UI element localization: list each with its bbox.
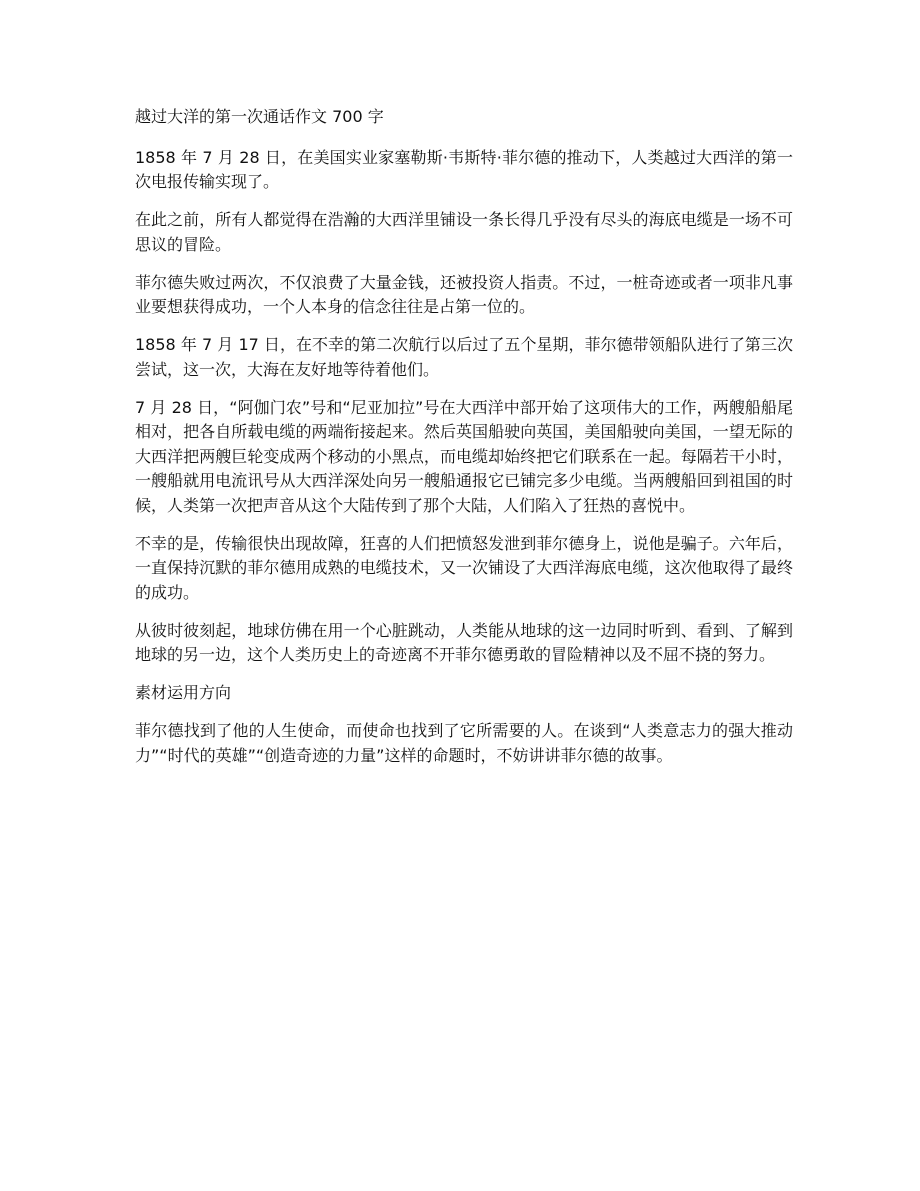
- paragraph: 菲尔德找到了他的人生使命，而使命也找到了它所需要的人。在谈到“人类意志力的强大推动力”“时代的英雄”“创造奇迹的力量”这样的命题时，不妨讲讲菲尔德的故事。: [135, 721, 793, 765]
- section-heading: 素材运用方向: [135, 683, 232, 702]
- paragraph: 1858 年 7 月 17 日，在不幸的第二次航行以后过了五个星期，菲尔德带领船队进行了第三次尝试，这一次，大海在友好地等待着他们。: [135, 335, 793, 379]
- document-body: [135, 105, 793, 782]
- paragraph: 1858 年 7 月 28 日，在美国实业家塞勒斯·韦斯特·菲尔德的推动下，人类越过大西洋的第一次电报传输实现了。: [135, 147, 793, 191]
- document-title: 越过大洋的第一次通话作文 700 字: [135, 107, 384, 126]
- paragraph: 在此之前，所有人都觉得在浩瀚的大西洋里铺设一条长得几乎没有尽头的海底电缆是一场不可思议的冒险。: [135, 210, 793, 254]
- paragraph: 菲尔德失败过两次，不仅浪费了大量金钱，还被投资人指责。不过，一桩奇迹或者一项非凡事业要想获得成功，一个人本身的信念往往是占第一位的。: [135, 272, 793, 316]
- paragraph: 不幸的是，传输很快出现故障，狂喜的人们把愤怒发泄到菲尔德身上，说他是骗子。六年后，一直保持沉默的菲尔德用成熟的电缆技术，又一次铺设了大西洋海底电缆，这次他取得了最终的成功。: [135, 533, 793, 602]
- paragraph: 从彼时彼刻起，地球仿佛在用一个心脏跳动，人类能从地球的这一边同时听到、看到、了解到地球的另一边，这个人类历史上的奇迹离不开菲尔德勇敢的冒险精神以及不屈不挠的努力。: [135, 620, 793, 664]
- paragraph: 7 月 28 日，“阿伽门农”号和“尼亚加拉”号在大西洋中部开始了这项伟大的工作，两艘船船尾相对，把各自所载电缆的两端衔接起来。然后英国船驶向英国，美国船驶向美国，一望无际的大西洋把两艘巨轮变成两个移动的小黑点，而电缆却始终把它们联系在一起。每隔若干小时，一艘船就用电流讯号从大西洋深处向另一艘船通报它已铺完多少电缆。当两艘船回到祖国的时候，人类第一次把声音从这个大陆传到了那个大陆，人们陷入了狂热的喜悦中。: [135, 397, 793, 515]
